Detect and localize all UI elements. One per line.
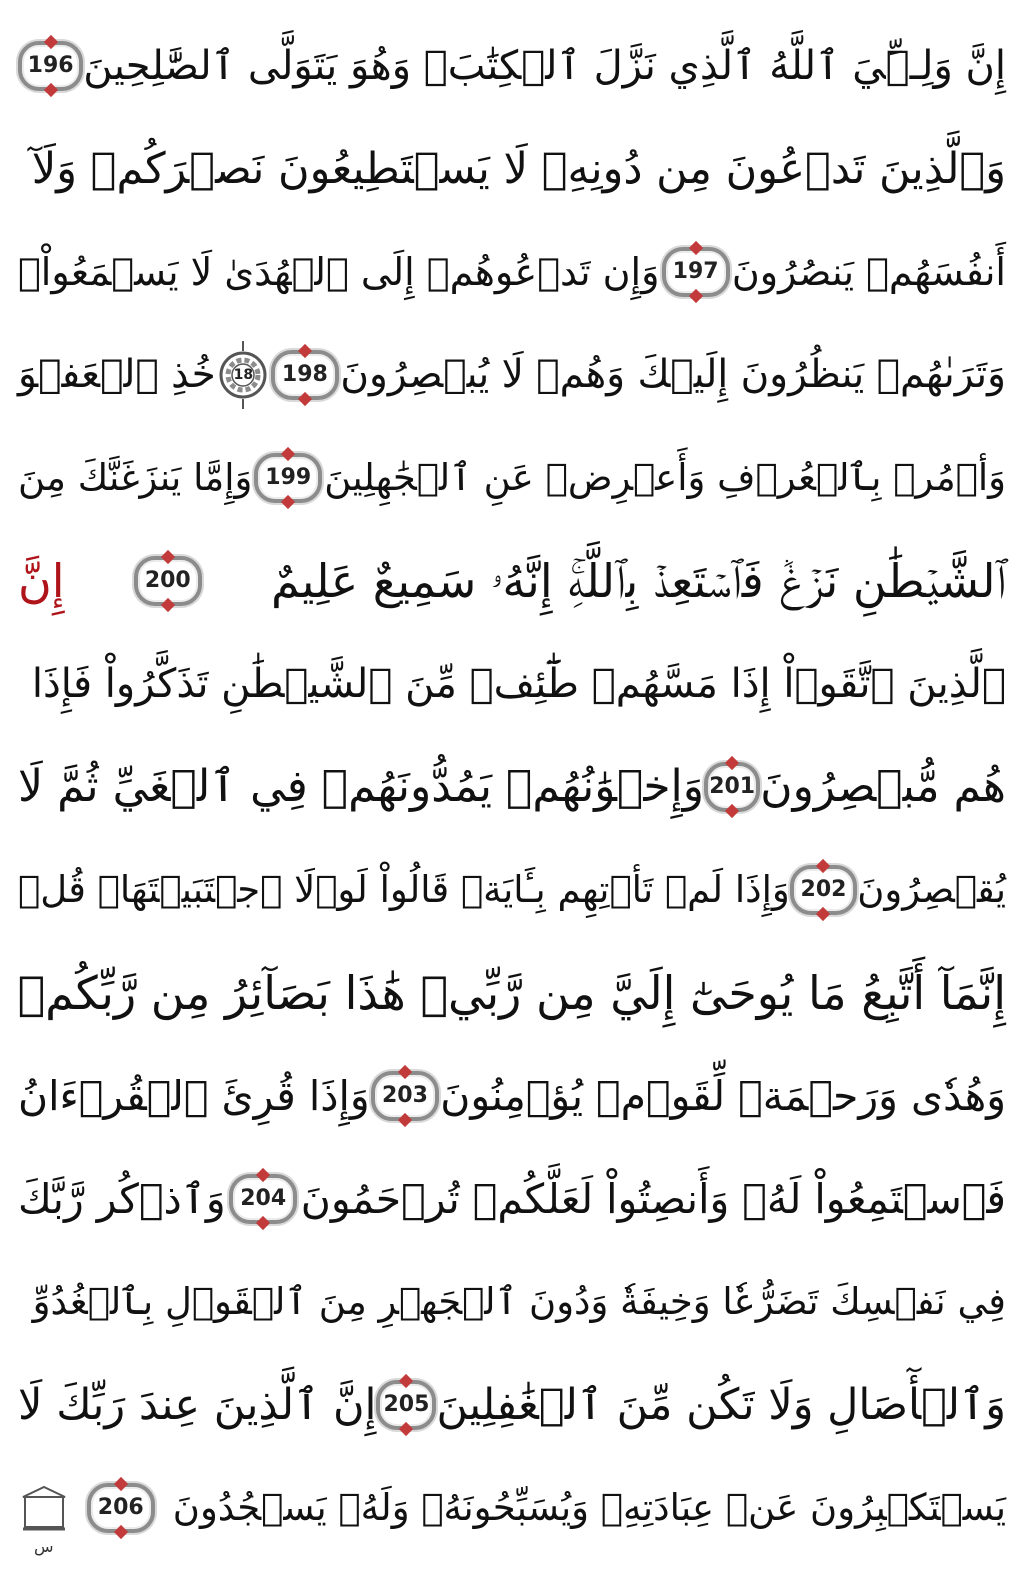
sajda-mihrab-icon [19, 1485, 69, 1556]
quran-page [18, 18, 1006, 1566]
verse-text: وَإِمَّا يَنزَغَنَّكَ مِنَ [18, 456, 253, 499]
ayah-number-marker: 200 [134, 556, 202, 606]
ayah-number-marker: 203 [371, 1071, 439, 1121]
ayah-number-marker: 197 [662, 247, 730, 297]
text-line [18, 18, 1006, 114]
text-line [18, 224, 1006, 320]
text-line [18, 1151, 1006, 1247]
verse-text: خُذِ ٱلۡعَفۡوَ [18, 352, 216, 397]
verse-text: وَٱلۡأٓصَالِ وَلَا تَكُن مِّنَ ٱلۡغَٰفِلِينَ [436, 1380, 1006, 1430]
text-line [18, 1460, 1006, 1556]
verse-text: أَنفُسَهُمۡ يَنصُرُونَ [731, 250, 1006, 294]
verse-text: وَهُدٗى وَرَحۡمَةٞ لِّقَوۡمٖ يُؤۡمِنُونَ [440, 1072, 1006, 1120]
ayah-number-marker: 201 [704, 762, 760, 812]
verse-text: وَإِخۡوَٰنُهُمۡ يَمُدُّونَهُمۡ فِي ٱلۡغَيِّ ثُمَّ لَا [18, 761, 705, 812]
text-line [18, 533, 1006, 629]
verse-text: ٱلشَّيۡطَٰنِ نَزۡغٞ فَٱسۡتَعِذۡ بِٱللَّهِۚ إِنَّهُۥ سَمِيعٌ عَلِيمٌ [270, 554, 1006, 608]
text-line [18, 1048, 1006, 1144]
hizb-rosette-icon [217, 339, 269, 411]
text-line [18, 945, 1006, 1041]
verse-text: فِي نَفۡسِكَ تَضَرُّعٗا وَخِيفَةٗ وَدُونَ ٱلۡجَهۡرِ مِنَ ٱلۡقَوۡلِ بِٱلۡغُدُوِّ [32, 1280, 1006, 1323]
ayah-number-marker: 206 [87, 1483, 155, 1533]
ayah-number-marker: 204 [229, 1174, 297, 1224]
verse-text: ٱلَّذِينَ ٱتَّقَوۡاْ إِذَا مَسَّهُمۡ طَٰٓئِفٞ مِّنَ ٱلشَّيۡطَٰنِ تَذَكَّرُواْ فَإِذَا [31, 661, 1006, 707]
verse-text: وَٱلَّذِينَ تَدۡعُونَ مِن دُونِهِۦ لَا يَسۡتَطِيعُونَ نَصۡرَكُمۡ وَلَآ [31, 144, 1006, 194]
verse-text: إِنَّ وَلِـِّۧيَ ٱللَّهُ ٱلَّذِي نَزَّلَ ٱلۡكِتَٰبَۖ وَهُوَ يَتَوَلَّى ٱلصَّٰلِحِينَ [83, 43, 1006, 89]
verse-text: وَإِذَا لَمۡ تَأۡتِهِم بِـَٔايَةٖ قَالُواْ لَوۡلَا ٱجۡتَبَيۡتَهَاۚ قُلۡ [18, 868, 790, 911]
text-line [18, 636, 1006, 732]
text-line [18, 842, 1006, 938]
verse-text: وَأۡمُرۡ بِٱلۡعُرۡفِ وَأَعۡرِضۡ عَنِ ٱلۡجَٰهِلِينَ [324, 456, 1006, 499]
text-line [18, 327, 1006, 423]
ayah-number-marker: 196 [18, 41, 83, 91]
text-line [18, 1254, 1006, 1350]
text-line [18, 430, 1006, 526]
verse-text: وَإِذَا قُرِئَ ٱلۡقُرۡءَانُ [18, 1072, 370, 1120]
ayah-number-marker: 205 [376, 1380, 436, 1430]
text-line [18, 739, 1006, 835]
hizb-number: 18 [233, 367, 254, 383]
verse-text: هُم مُّبۡصِرُونَ [760, 761, 1006, 812]
verse-text: إِنَّ [18, 554, 65, 608]
verse-text: وَٱذۡكُر رَّبَّكَ [18, 1175, 226, 1223]
verse-text: وَتَرَىٰهُمۡ يَنظُرُونَ إِلَيۡكَ وَهُمۡ لَا يُبۡصِرُونَ [340, 352, 1006, 397]
verse-text: إِنَّمَآ أَتَّبِعُ مَا يُوحَىٰٓ إِلَيَّ مِن رَّبِّيۚ هَٰذَا بَصَآئِرُ مِن رَّبِّكُمۡ [17, 966, 1006, 1020]
ayah-number-marker: 199 [254, 453, 322, 503]
text-line [18, 1357, 1006, 1453]
verse-text: إِنَّ ٱلَّذِينَ عِندَ رَبِّكَ لَا [18, 1380, 377, 1430]
verse-text: فَٱسۡتَمِعُواْ لَهُۥ وَأَنصِتُواْ لَعَلَّكُمۡ تُرۡحَمُونَ [300, 1175, 1006, 1223]
text-line [18, 121, 1006, 217]
verse-text: وَإِن تَدۡعُوهُمۡ إِلَى ٱلۡهُدَىٰ لَا يَسۡمَعُواْۖ [18, 250, 660, 294]
sajda-label: س [34, 1537, 54, 1556]
verse-text: يَسۡتَكۡبِرُونَ عَنۡ عِبَادَتِهِۦ وَيُسَبِّحُونَهُۥ وَلَهُۥ يَسۡجُدُونَ [172, 1486, 1006, 1529]
verse-text: يُقۡصِرُونَ [857, 868, 1006, 911]
ayah-number-marker: 202 [790, 865, 857, 915]
ayah-number-marker: 198 [271, 350, 339, 400]
